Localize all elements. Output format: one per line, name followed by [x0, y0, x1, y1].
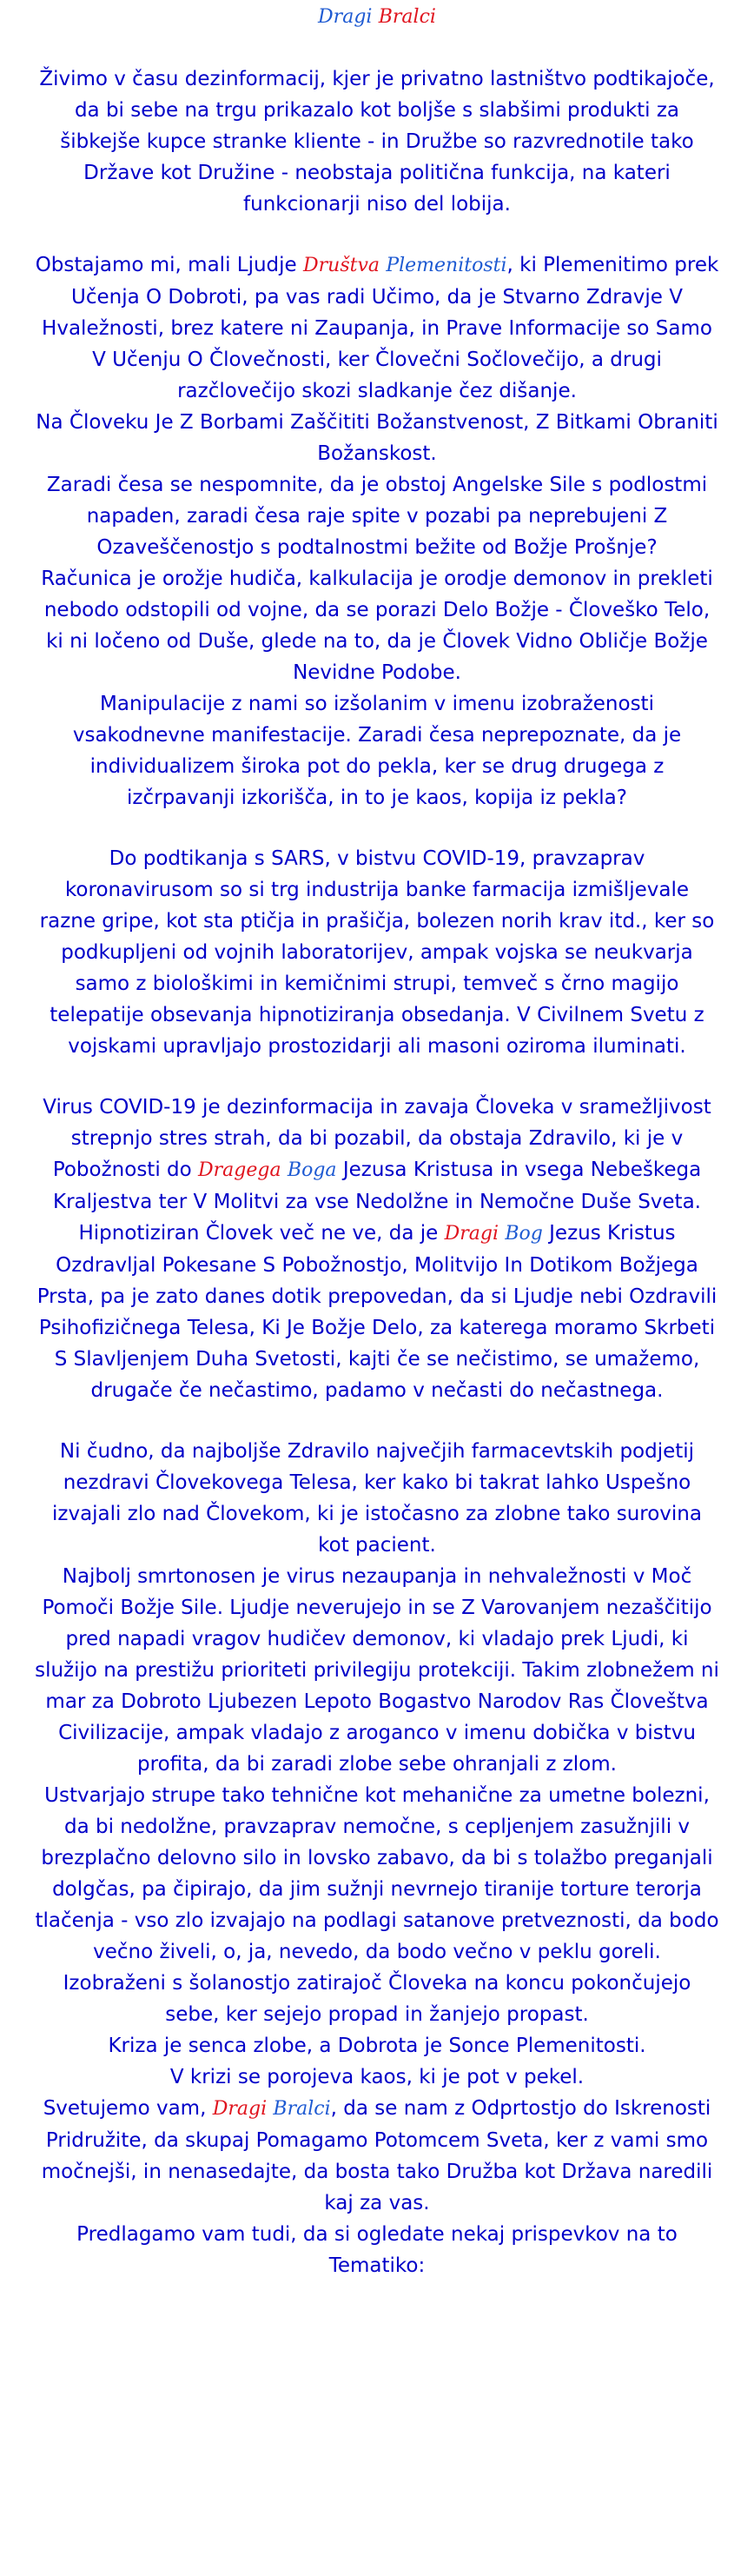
title-word-dragi: Dragi — [318, 6, 373, 28]
paragraph-angelic-force: Zaradi česa se nespomnite, da je obstoj Angelske Sile s podlostmi napaden, zaradi česa raje spite v pozabi pa neprebujeni Z Ozaveščenostjo s podtalnostmi bežite od Božje Prošnje? — [46, 474, 708, 559]
covid-word-dragega: Dragega — [198, 1159, 281, 1181]
paragraph-divinity: Na Človeku Je Z Borbami Zaščititi Božanstvenost, Z Bitkami Obraniti Božanskost. — [36, 411, 718, 465]
paragraph-society-body: , ki Plemenitimo prek Učenja O Dobroti, pa vas radi Učimo, da je Stvarno Zdravje V Hvaležnosti, brez katere ni Zaupanja, in Prave Informacije so Samo V Učenju O Človečnosti, ker Človečni Sočlovečijo, a drugi razčlovečijo skozi sladkanje čez dišanje. — [42, 254, 719, 402]
covid-word-boga: Boga — [287, 1159, 337, 1181]
paragraph-advice — [35, 2093, 719, 2219]
paragraph-society-lead: Obstajamo mi, mali Ljudje — [35, 254, 297, 276]
paragraph-covid-body: Jezusa Kristusa in vsega Nebeškega Kraljestva ter V Molitvi za vse Nedolžne in Nemočne Duše Sveta. — [53, 1159, 702, 1213]
paragraph-crisis: Kriza je senca zlobe, a Dobrota je Sonce Plemenitosti. — [108, 2035, 646, 2057]
society-name-plemenitosti: Plemenitosti — [386, 255, 507, 276]
paragraph-intro: Živimo v času dezinformacij, kjer je privatno lastništvo podtikajoče, da bi sebe na trgu prikazalo kot boljše s slabšimi produkti za šibkejše kupce stranke kliente - in Družbe so razvrednotile tako Države kot Družine - neobstaja politična funkcija, na kateri funkcionarji niso del lobija. — [39, 68, 715, 216]
paragraph-calculation: Računica je orožje hudiča, kalkulacija je orodje demonov in prekleti nebodo odstopili od vojne, da se porazi Delo Božje - Človeško Telo, ki ni ločeno od Duše, glede na to, da je Človek Vidno Obličje Božje Nevidne Podobe. — [41, 568, 713, 684]
paragraph-chaos: V krizi se porojeva kaos, ki je pot v pekel. — [169, 2066, 585, 2088]
paragraph-advice-body: , da se nam z Odprtostjo do Iskrenosti Pridružite, da skupaj Pomagamo Potomcem Sveta, ker z vami smo močnejši, in nenasedajte, da bosta tako Družba kot Država naredili kaj za vas. — [41, 2097, 713, 2214]
title-word-bralci: Bralci — [378, 6, 436, 28]
paragraph-covid-lead: Virus COVID-19 je dezinformacija in zavaja Človeka v sramežljivost strepnjo stres strah, da bi pozabil, da obstaja Zdravilo, ki je v Pobožnosti do — [43, 1096, 711, 1181]
advice-word-dragi: Dragi — [212, 2098, 268, 2120]
paragraph-sars: Do podtikanja s SARS, v bistvu COVID-19, pravzaprav koronavirusom so si trg industrija banke farmacija izmišljevale razne gripe, kot sta ptičja in prašičja, bolezen norih krav itd., ker so podkupljeni od vojnih laboratorijev, ampak vojska se neukvarja samo z biološkimi in kemičnimi strupi, temveč s črno magijo telepatije obsevanja hipnotiziranja obsedanja. V Civilnem Svetu z vojskami upravljajo prostozidarji ali masoni oziroma iluminati. — [39, 847, 715, 1058]
hypnotized-word-bog: Bog — [505, 1223, 543, 1245]
greeting-title — [35, 0, 719, 34]
paragraph-suggestion: Predlagamo vam tudi, da si ogledate nekaj prispevkov na to Tematiko: — [76, 2223, 678, 2277]
paragraph-covid — [35, 1092, 719, 1218]
society-name-drustva: Društva — [303, 255, 380, 276]
paragraph-hypnotized — [35, 1218, 719, 1406]
paragraph-poisons: Ustvarjajo strupe tako tehnične kot mehanične za umetne bolezni, da bi nedolžne, pravzaprav nemočne, s cepljenjem zasužnjili v brezplačno delovno silo in lovsko zabavo, da bi s tolažbo preganjali dolgčas, pa čipirajo, da jim sužnji nevrnejo tiranije torture terorja tlačenja - vso zlo izvajajo na podlagi satanove pretveznosti, da bodo večno živeli, o, ja, nevedo, da bodo večno v peklu goreli. — [35, 1784, 719, 1963]
paragraph-hypnotized-lead: Hipnotiziran Človek več ne ve, da je — [78, 1222, 439, 1245]
paragraph-educated: Izobraženi s šolanostjo zatirajoč Človeka na koncu pokončujejo sebe, ker sejejo propad in žanjejo propast. — [63, 1972, 691, 2026]
advice-word-bralci: Bralci — [273, 2098, 331, 2120]
paragraph-advice-lead: Svetujemo vam, — [43, 2097, 207, 2120]
paragraph-pharma: Ni čudno, da najboljše Zdravilo največjih farmacevtskih podjetij nezdravi Človekovega Telesa, ker kako bi takrat lahko Uspešno izvajali zlo nad Človekom, ki je istočasno za zlobne tako surovina kot pacient. — [52, 1440, 702, 1557]
paragraph-distrust: Najbolj smrtonosen je virus nezaupanja in nehvaležnosti v Moč Pomoči Božje Sile. Ljudje neverujejo in se Z Varovanjem nezaščitijo pred napadi vragov hudičev demonov, ki vladajo prek Ljudi, ki služijo na prestižu prioriteti privilegiju protekciji. Takim zlobnežem ni mar za Dobroto Ljubezen Lepoto Bogastvo Narodov Ras Človeštva Civilizacije, ampak vladajo z aroganco v imenu dobička v bistvu profita, da bi zaradi zlobe sebe ohranjali z zlom. — [35, 1565, 719, 1776]
paragraph-hypnotized-body: Jezus Kristus Ozdravljal Pokesane S Pobožnostjo, Molitvijo In Dotikom Božjega Prsta, pa je zato danes dotik prepovedan, da si Ljudje nebi Ozdravili Psihofizičnega Telesa, Ki Je Božje Delo, za katerega moramo Skrbeti S Slavljenjem Duha Svetosti, kajti če se nečistimo, se umažemo, drugače če nečastimo, padamo v nečasti do nečastnega. — [36, 1222, 718, 1402]
paragraph-manipulation: Manipulacije z nami so izšolanim v imenu izobraženosti vsakodnevne manifestacije. Zaradi česa neprepoznate, da je individualizem široka pot do pekla, ker se drug drugega z izčrpavanji izkorišča, in to je kaos, kopija iz pekla? — [72, 693, 682, 809]
paragraph-society — [35, 249, 719, 407]
hypnotized-word-dragi: Dragi — [444, 1223, 499, 1245]
